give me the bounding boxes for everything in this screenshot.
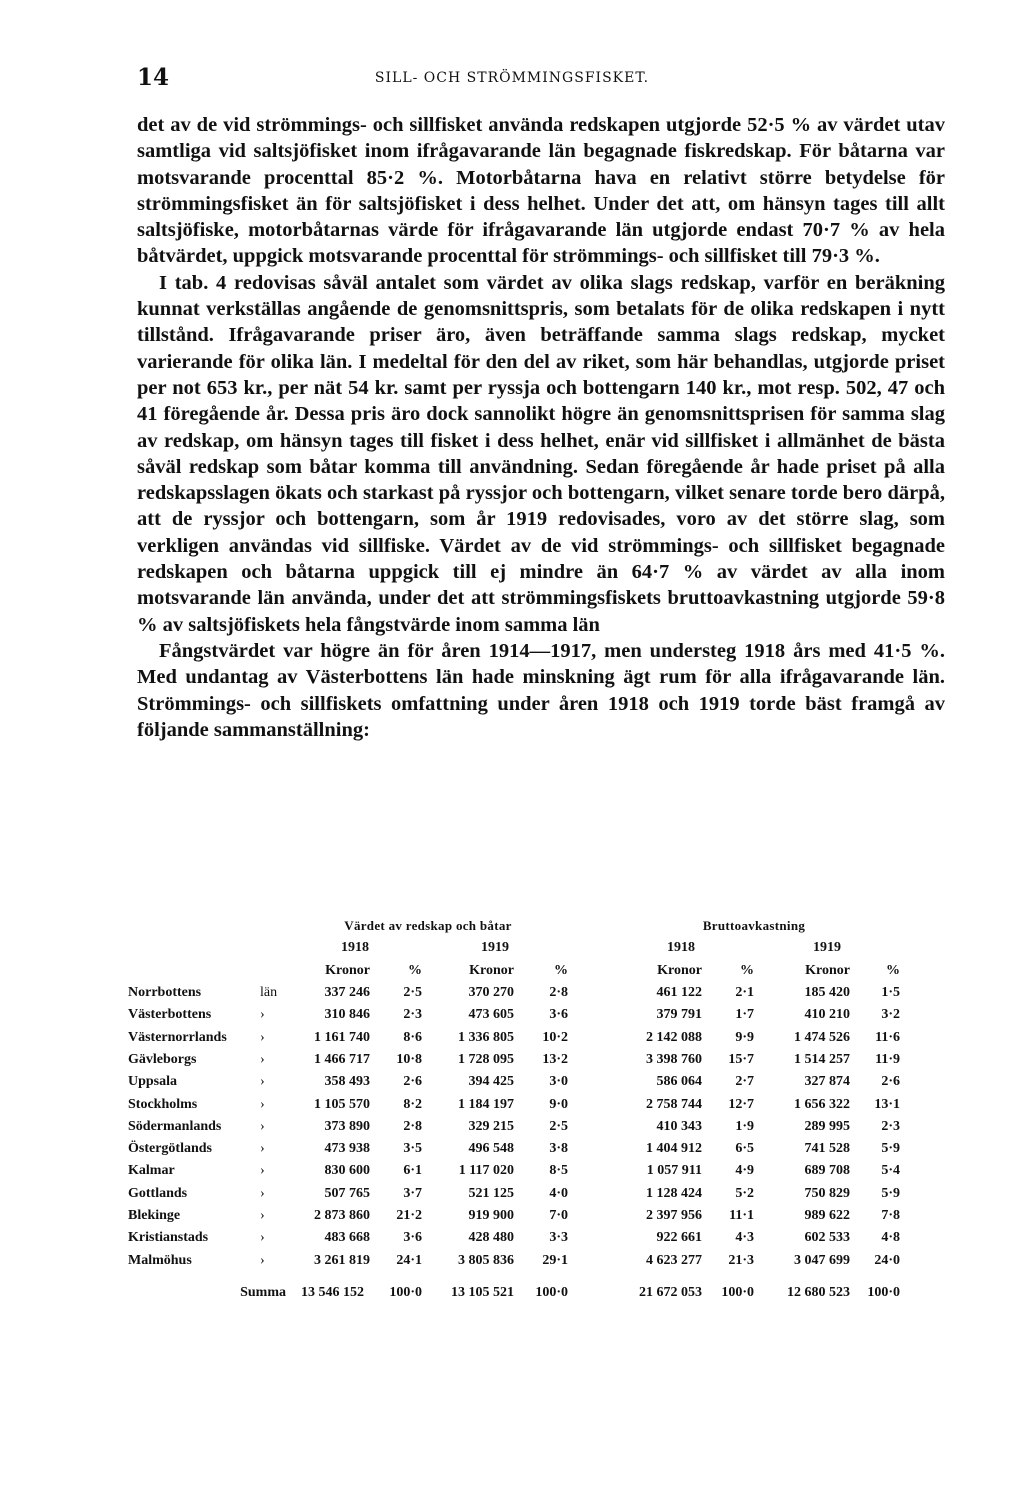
table-cell: 428 480 — [468, 1230, 514, 1246]
county-suffix: › — [260, 1118, 265, 1134]
table-cell: 3·3 — [549, 1230, 568, 1246]
table-cell: 2 142 088 — [646, 1029, 702, 1045]
table-row — [128, 1116, 900, 1138]
table-cell: 2·8 — [403, 1118, 422, 1134]
table-cell: 370 270 — [468, 985, 514, 1001]
table-cell: 750 829 — [804, 1185, 850, 1201]
table-cell: 4·0 — [549, 1185, 568, 1201]
table-cell: 2·8 — [549, 985, 568, 1001]
table-cell: 373 890 — [324, 1118, 370, 1134]
table-cell: 2·1 — [735, 985, 754, 1001]
table-unit-header: Kronor — [325, 962, 370, 978]
table-unit-header: Kronor — [805, 962, 850, 978]
table-cell: 310 846 — [324, 1007, 370, 1023]
table-cell: 3·6 — [549, 1007, 568, 1023]
table-unit-header: % — [408, 962, 422, 978]
county-suffix: › — [260, 1051, 265, 1067]
table-cell: 2·6 — [403, 1074, 422, 1090]
table-cell: 8·5 — [549, 1163, 568, 1179]
table-cell: 100·0 — [721, 1284, 754, 1300]
table-cell: 24·0 — [874, 1252, 900, 1268]
table-cell: 1·7 — [735, 1007, 754, 1023]
table-row — [128, 1205, 900, 1227]
table-row — [128, 1227, 900, 1249]
table-cell: 1 474 526 — [794, 1029, 850, 1045]
table-cell: 1·5 — [881, 985, 900, 1001]
table-cell: 989 622 — [804, 1208, 850, 1223]
county-suffix: › — [260, 1096, 265, 1112]
county-suffix: › — [260, 1185, 265, 1201]
table-cell: 7·0 — [549, 1208, 568, 1223]
table-cell: 13 546 152 — [301, 1284, 364, 1300]
table-cell: 100·0 — [535, 1284, 568, 1300]
table-cell: 1 117 020 — [458, 1163, 514, 1179]
table-cell: 8·2 — [403, 1096, 422, 1112]
table-year-row — [128, 937, 900, 959]
table-cell: 2·7 — [735, 1074, 754, 1090]
running-header: SILL- OCH STRÖMMINGSFISKET. — [374, 70, 650, 86]
table-year: 1918 — [341, 940, 369, 956]
table-cell: 3·6 — [403, 1230, 422, 1246]
table-cell: 507 765 — [324, 1185, 370, 1201]
county-name: Gävleborgs — [128, 1051, 197, 1067]
table-cell: 3 805 836 — [458, 1252, 514, 1268]
table-year: 1919 — [813, 940, 841, 956]
table-cell: 922 661 — [656, 1230, 702, 1246]
table-cell: 9·9 — [735, 1029, 754, 1045]
table-cell: 329 215 — [468, 1118, 514, 1134]
page-number: 14 — [137, 64, 170, 91]
county-name: Blekinge — [128, 1208, 181, 1223]
county-name: Östergötlands — [128, 1141, 212, 1157]
table-cell: 2·6 — [881, 1074, 900, 1090]
table-cell: 12·7 — [728, 1096, 754, 1112]
table-cell: 461 122 — [656, 985, 702, 1001]
table-cell: 327 874 — [804, 1074, 850, 1090]
table-cell: 21 672 053 — [639, 1284, 702, 1300]
stats-table — [128, 915, 900, 1304]
table-unit-row — [128, 960, 900, 982]
table-total-row — [128, 1272, 900, 1304]
table-cell: 1 728 095 — [458, 1051, 514, 1067]
county-suffix: län — [260, 985, 278, 1001]
table-cell: 1 466 717 — [314, 1051, 370, 1067]
table-cell: 1 404 912 — [646, 1141, 702, 1157]
table-cell: 11·1 — [729, 1208, 754, 1223]
table-year: 1918 — [667, 940, 695, 956]
table-cell: 741 528 — [804, 1141, 850, 1157]
table-cell: 3 047 699 — [794, 1252, 850, 1268]
table-row — [128, 1004, 900, 1026]
table-cell: 5·4 — [881, 1163, 900, 1179]
table-cell: 521 125 — [468, 1185, 514, 1201]
table-cell: 5·2 — [735, 1185, 754, 1201]
table-cell: 185 420 — [804, 985, 850, 1001]
table-cell: 2·5 — [403, 985, 422, 1001]
table-cell: 586 064 — [656, 1074, 702, 1090]
table-cell: 21·2 — [396, 1208, 422, 1223]
county-suffix: › — [260, 1141, 265, 1157]
table-cell: 2 397 956 — [646, 1208, 702, 1223]
table-row — [128, 1138, 900, 1160]
county-name: Malmöhus — [128, 1252, 192, 1268]
table-cell: 12 680 523 — [787, 1284, 850, 1300]
table-cell: 4·8 — [881, 1230, 900, 1246]
table-cell: 2·3 — [881, 1118, 900, 1134]
table-cell: 1 128 424 — [646, 1185, 702, 1201]
table-cell: 473 605 — [468, 1007, 514, 1023]
table-unit-header: Kronor — [469, 962, 514, 978]
county-name: Stockholms — [128, 1096, 198, 1112]
table-cell: 13·1 — [874, 1096, 900, 1112]
table-cell: 1 161 740 — [314, 1029, 370, 1045]
table-cell: 5·9 — [881, 1185, 900, 1201]
table-cell: 394 425 — [468, 1074, 514, 1090]
table-cell: 1 514 257 — [794, 1051, 850, 1067]
table-unit-header: Kronor — [657, 962, 702, 978]
table-cell: 15·7 — [728, 1051, 754, 1067]
table-cell: 473 938 — [324, 1141, 370, 1157]
table-row — [128, 1093, 900, 1115]
table-body — [128, 982, 900, 1272]
table-cell: 8·6 — [403, 1029, 422, 1045]
county-name: Västerbottens — [128, 1007, 212, 1023]
table-cell: 483 668 — [324, 1230, 370, 1246]
table-group-title: Värdet av redskap och båtar — [344, 918, 512, 934]
table-cell: 3 398 760 — [646, 1051, 702, 1067]
table-cell: 2·5 — [549, 1118, 568, 1134]
table-year: 1919 — [481, 940, 509, 956]
table-cell: 830 600 — [324, 1163, 370, 1179]
county-suffix: › — [260, 1007, 265, 1023]
table-unit-header: % — [740, 962, 754, 978]
county-name: Gottlands — [128, 1185, 188, 1201]
table-row — [128, 982, 900, 1004]
county-name: Södermanlands — [128, 1118, 222, 1134]
table-cell: 4 623 277 — [646, 1252, 702, 1268]
table-cell: 2 873 860 — [314, 1208, 370, 1223]
table-cell: 289 995 — [804, 1118, 850, 1134]
table-row — [128, 1049, 900, 1071]
table-cell: 10·8 — [396, 1051, 422, 1067]
table-group-title: Bruttoavkastning — [702, 918, 806, 934]
table-cell: 29·1 — [542, 1252, 568, 1268]
county-name: Västernorrlands — [128, 1029, 227, 1045]
table-cell: 21·3 — [728, 1252, 754, 1268]
paragraph: det av de vid strömmings- och sillfisket använda redskapen utgjorde 52·5 % av värdet utav samtliga vid saltsjöfisket inom ifrågavarande län begagnade fiskredskap. För båtarna var motsvarande procenttal 85·2 %. Motorbåtarna hava en relativt större betydelse för strömmingsfisket än för saltsjöfisket i dess helhet. Under det att, om hänsyn tages till allt saltsjöfiske, motorbåtarnas värde för ifrågavarande län utgjorde endast 70·7 % av hela båtvärdet, uppgick motsvarande procenttal för strömmings- och sillfisket till 79·3 %. — [137, 114, 945, 268]
table-cell: 3·0 — [549, 1074, 568, 1090]
table-cell: 1 057 911 — [646, 1163, 702, 1179]
table-cell: 2·3 — [403, 1007, 422, 1023]
table-row — [128, 1160, 900, 1182]
table-cell: 13·2 — [542, 1051, 568, 1067]
table-cell: 6·5 — [735, 1141, 754, 1157]
county-suffix: › — [260, 1029, 265, 1045]
table-cell: 379 791 — [656, 1007, 702, 1023]
table-cell: 11·9 — [875, 1051, 900, 1067]
table-row — [128, 1183, 900, 1205]
county-name: Kalmar — [128, 1163, 175, 1179]
table-cell: 5·9 — [881, 1141, 900, 1157]
table-cell: 13 105 521 — [451, 1284, 514, 1300]
table-cell: 3 261 819 — [314, 1252, 370, 1268]
table-cell: 6·1 — [403, 1163, 422, 1179]
table-cell: 10·2 — [542, 1029, 568, 1045]
table-group-header-row — [128, 915, 900, 937]
table-cell: 7·8 — [881, 1208, 900, 1223]
paragraph: Fångstvärdet var högre än för åren 1914—1917, men understeg 1918 års med 41·5 %. Med undantag av Västerbottens län hade minskning ägt rum för alla ifrågavarande län. Strömmings- och sillfiskets omfattning under åren 1918 och 1919 torde bäst framgå av följande sammanställning: — [137, 639, 945, 741]
total-label: Summa — [240, 1284, 286, 1300]
table-cell: 337 246 — [324, 985, 370, 1001]
table-cell: 4·3 — [735, 1230, 754, 1246]
table-cell: 1·9 — [735, 1118, 754, 1134]
table-cell: 3·5 — [403, 1141, 422, 1157]
table-row — [128, 1026, 900, 1048]
table-cell: 689 708 — [804, 1163, 850, 1179]
table-cell: 3·7 — [403, 1185, 422, 1201]
county-suffix: › — [260, 1208, 265, 1223]
county-name: Uppsala — [128, 1074, 178, 1090]
county-suffix: › — [260, 1163, 265, 1179]
table-cell: 602 533 — [804, 1230, 850, 1246]
table-row — [128, 1249, 900, 1271]
paragraph: I tab. 4 redovisas såväl antalet som värdet av olika slags redskap, varför en beräkning kunnat verkställas angående de genomsnittspris, som betalats för de olika redskapen i nytt tillstånd. Ifrågavarande priser äro, även beträffande samma slags redskap, mycket varierande för olika län. I medeltal för den del av riket, som här behandlas, utgjorde priset per not 653 kr., per nät 54 kr. samt per ryssja och bottengarn 140 kr., mot resp. 502, 47 och 41 föregående år. Dessa pris äro dock sannolikt högre än genomsnittsprisen för samma slag av redskap, om hänsyn tages till fisket i dess helhet, enär vid sillfisket i allmänhet de bästa såväl redskap som båtar komma till användning. Sedan föregående år hade priset på alla redskapsslagen ökats och starkast på ryssjor och bottengarn, vilket senare torde bero därpå, att de ryssjor och bottengarn, som år 1919 redovisades, voro av det större slag, som verkligen användas vid sillfiske. Värdet av de vid strömmings- och sillfisket begagnade redskapen och båtarna uppgick till ej mindre än 64·7 % av värdet av alla inom motsvarande län använda, under det att strömmingsfiskets bruttoavkastning utgjorde 59·8 % av saltsjöfiskets hela fångstvärde inom samma län — [137, 271, 945, 636]
county-name: Norrbottens — [128, 985, 202, 1001]
table-cell: 496 548 — [468, 1141, 514, 1157]
table-cell: 24·1 — [396, 1252, 422, 1268]
table-cell: 3·8 — [549, 1141, 568, 1157]
county-suffix: › — [260, 1252, 265, 1268]
county-suffix: › — [260, 1230, 265, 1246]
table-row — [128, 1071, 900, 1093]
table-cell: 410 210 — [804, 1007, 850, 1023]
table-cell: 4·9 — [735, 1163, 754, 1179]
table-cell: 2 758 744 — [646, 1096, 702, 1112]
table-unit-header: % — [554, 962, 568, 978]
table-cell: 1 656 322 — [794, 1096, 850, 1112]
table-cell: 358 493 — [324, 1074, 370, 1090]
table-unit-header: % — [886, 962, 900, 978]
table-cell: 410 343 — [656, 1118, 702, 1134]
table-cell: 3·2 — [881, 1007, 900, 1023]
body-text — [137, 112, 945, 743]
table-cell: 1 336 805 — [458, 1029, 514, 1045]
table-cell: 919 900 — [468, 1208, 514, 1223]
table-cell: 11·6 — [875, 1029, 900, 1045]
table-cell: 1 105 570 — [314, 1096, 370, 1112]
table-cell: 1 184 197 — [458, 1096, 514, 1112]
county-suffix: › — [260, 1074, 265, 1090]
table-cell: 9·0 — [549, 1096, 568, 1112]
county-name: Kristianstads — [128, 1230, 209, 1246]
total-label-cell — [128, 1272, 370, 1304]
table-cell: 100·0 — [389, 1284, 422, 1300]
table-cell: 100·0 — [867, 1284, 900, 1300]
